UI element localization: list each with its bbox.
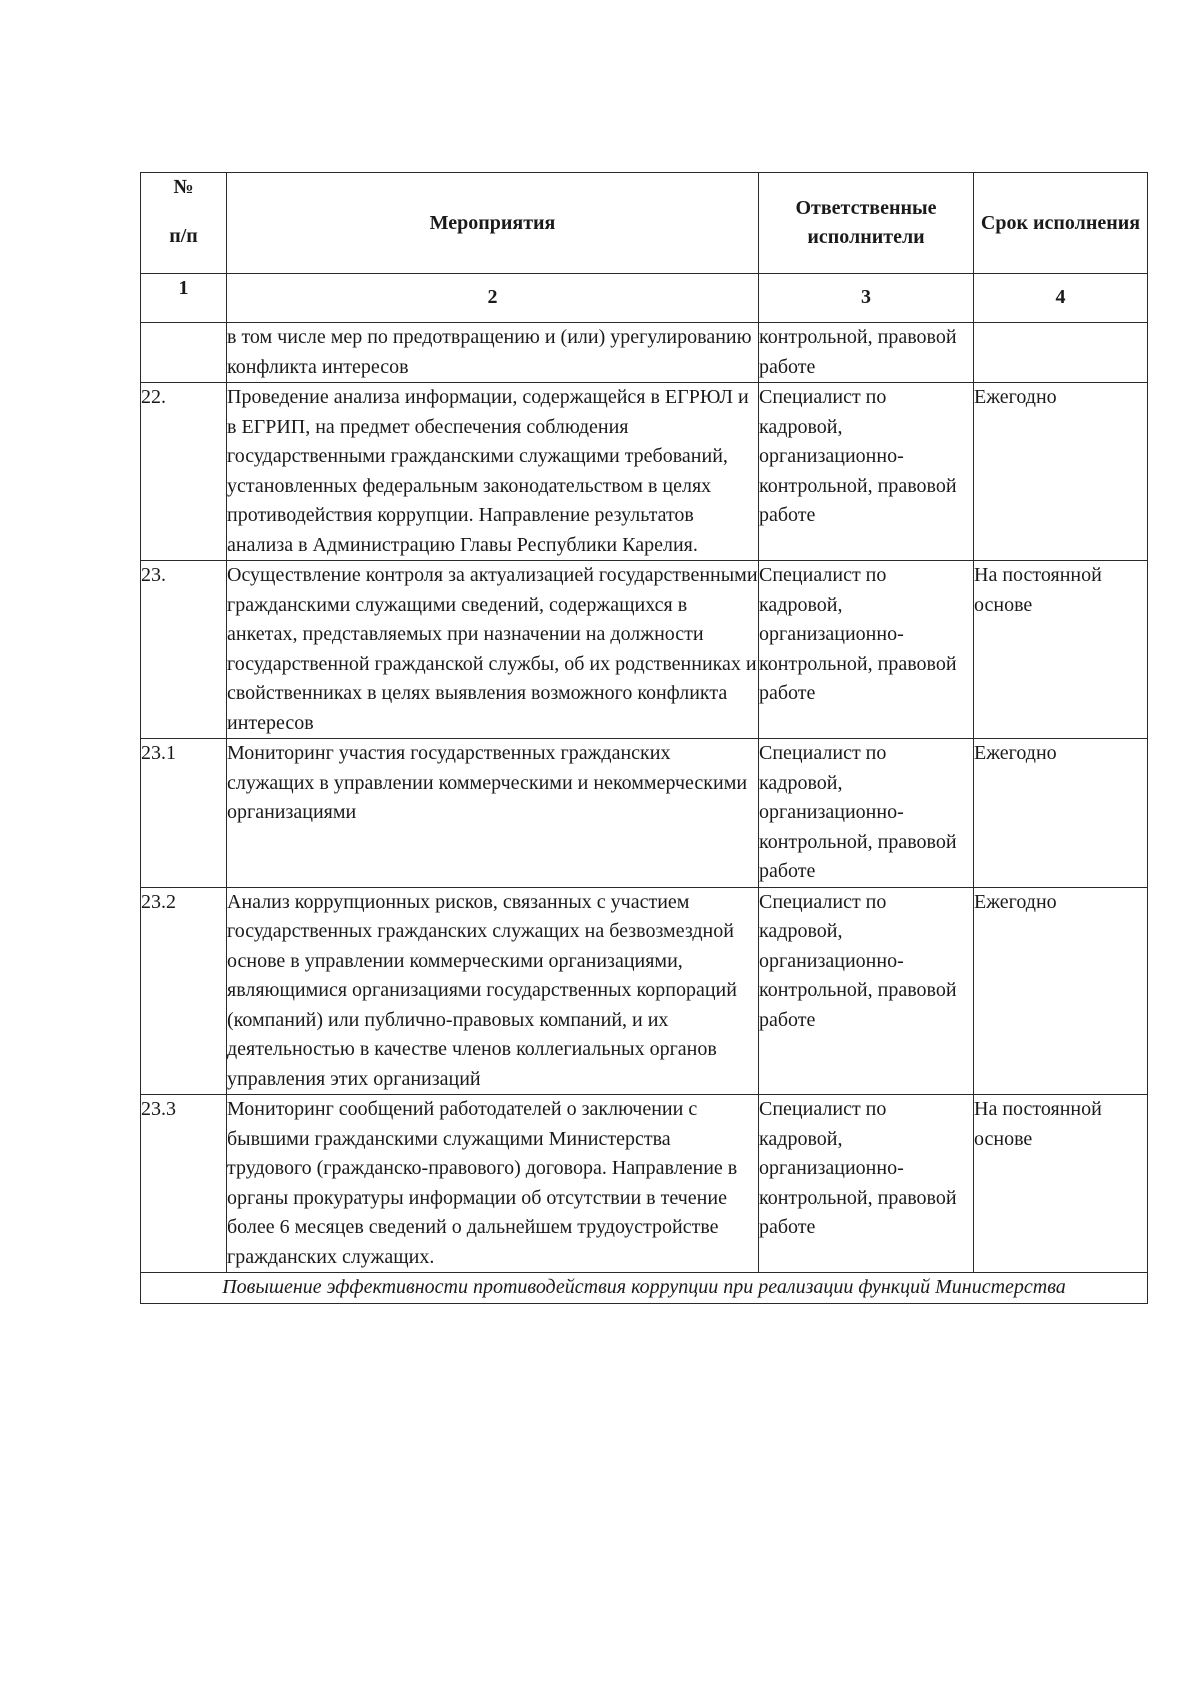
row-activity: Проведение анализа информации, содержащейся в ЕГРЮЛ и в ЕГРИП, на предмет обеспечения соблюдения государственными гражданскими служащими требований, установленных федеральным законодательством в целях противодействия коррупции. Направление результатов анализа в Администрацию Главы Республики Карелия. bbox=[227, 383, 759, 561]
row-number: 22. bbox=[141, 383, 227, 561]
header-number bbox=[141, 173, 227, 274]
row-deadline: Ежегодно bbox=[974, 739, 1148, 888]
row-deadline: Ежегодно bbox=[974, 887, 1148, 1095]
row-activity: в том числе мер по предотвращению и (или) урегулированию конфликта интересов bbox=[227, 323, 759, 383]
table-row bbox=[141, 739, 1148, 888]
row-number bbox=[141, 323, 227, 383]
row-deadline: На постоянной основе bbox=[974, 561, 1148, 739]
row-responsible: Специалист по кадровой, организационно-контрольной, правовой работе bbox=[759, 1095, 974, 1273]
column-index-2: 2 bbox=[227, 274, 759, 323]
row-activity: Мониторинг сообщений работодателей о заключении с бывшими гражданскими служащими Министерства трудового (гражданско-правового) договора. Направление в органы прокуратуры информации об отсутствии в течение более 6 месяцев сведений о дальнейшем трудоустройстве гражданских служащих. bbox=[227, 1095, 759, 1273]
table-row bbox=[141, 323, 1148, 383]
column-index-1: 1 bbox=[141, 274, 227, 323]
header-number-abbr: п/п bbox=[169, 225, 198, 247]
row-number: 23.3 bbox=[141, 1095, 227, 1273]
row-deadline: Ежегодно bbox=[974, 383, 1148, 561]
header-activities: Мероприятия bbox=[227, 173, 759, 274]
column-index-4: 4 bbox=[974, 274, 1148, 323]
header-responsible: Ответственные исполнители bbox=[759, 173, 974, 274]
row-number: 23.1 bbox=[141, 739, 227, 888]
row-responsible: Специалист по кадровой, организационно-контрольной, правовой работе bbox=[759, 383, 974, 561]
row-activity: Мониторинг участия государственных гражданских служащих в управлении коммерческими и некоммерческими организациями bbox=[227, 739, 759, 888]
section-heading-row bbox=[141, 1273, 1148, 1304]
row-responsible: контрольной, правовой работе bbox=[759, 323, 974, 383]
row-responsible: Специалист по кадровой, организационно-контрольной, правовой работе bbox=[759, 739, 974, 888]
row-responsible: Специалист по кадровой, организационно-контрольной, правовой работе bbox=[759, 561, 974, 739]
table-row bbox=[141, 887, 1148, 1095]
table-row bbox=[141, 561, 1148, 739]
header-deadline: Срок исполнения bbox=[974, 173, 1148, 274]
measures-table bbox=[140, 172, 1148, 1304]
header-number-symbol: № bbox=[173, 176, 194, 198]
table-row bbox=[141, 1095, 1148, 1273]
row-activity: Анализ коррупционных рисков, связанных с участием государственных гражданских служащих на безвозмездной основе в управлении коммерческими организациями, являющимися организациями государственных корпораций (компаний) или публично-правовых компаний, и их деятельностью в качестве членов коллегиальных органов управления этих организаций bbox=[227, 887, 759, 1095]
section-heading: Повышение эффективности противодействия коррупции при реализации функций Министерства bbox=[141, 1273, 1148, 1304]
row-number: 23.2 bbox=[141, 887, 227, 1095]
column-index-row bbox=[141, 274, 1148, 323]
table-row bbox=[141, 383, 1148, 561]
table-header-row bbox=[141, 173, 1148, 274]
row-deadline: На постоянной основе bbox=[974, 1095, 1148, 1273]
row-number: 23. bbox=[141, 561, 227, 739]
row-responsible: Специалист по кадровой, организационно-контрольной, правовой работе bbox=[759, 887, 974, 1095]
row-deadline bbox=[974, 323, 1148, 383]
column-index-3: 3 bbox=[759, 274, 974, 323]
row-activity: Осуществление контроля за актуализацией государственными гражданскими служащими сведений, содержащихся в анкетах, представляемых при назначении на должности государственной гражданской службы, об их родственниках и свойственниках в целях выявления возможного конфликта интересов bbox=[227, 561, 759, 739]
